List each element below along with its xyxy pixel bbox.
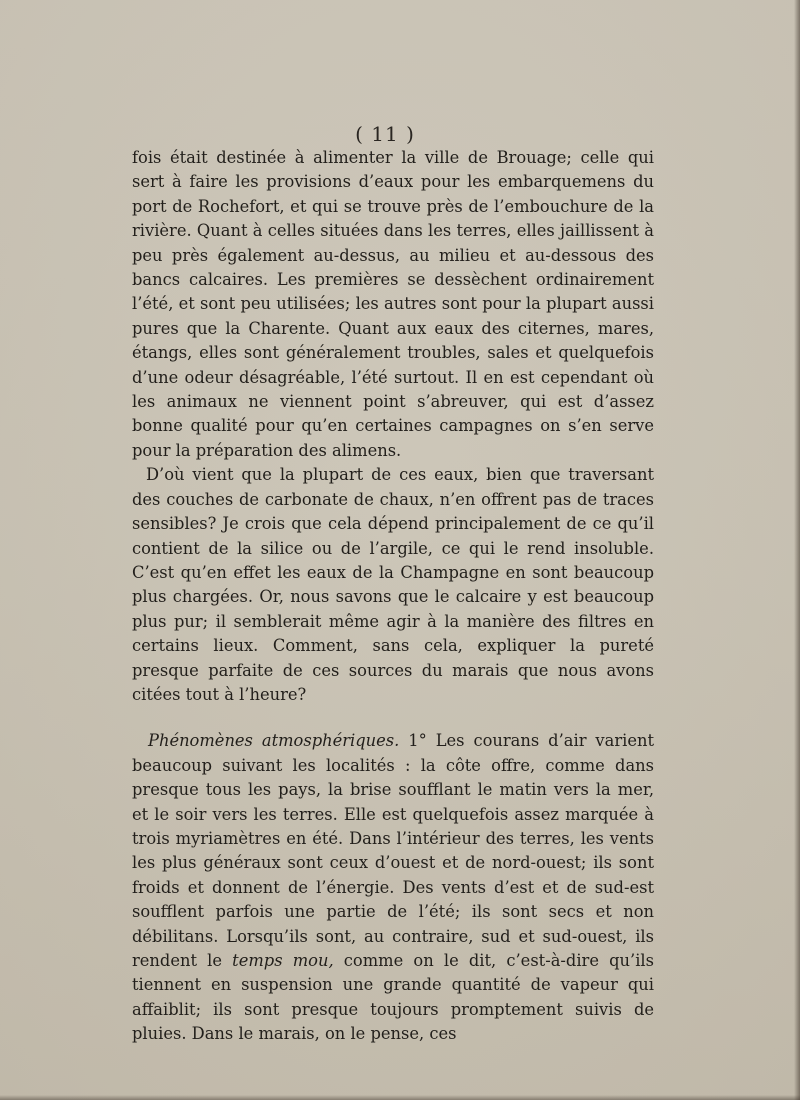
- paragraph-3-text-part-2: comme on le dit, c’est-à-dire qu’ils tiennent en suspension une grande quantité de vapeur qui affaiblit; ils sont presque toujours promptement suivis de pluies. Dans le marais, on le pense, ces: [132, 951, 654, 1044]
- page-number: ( 11 ): [355, 122, 415, 146]
- paragraph-1: fois était destinée à alimenter la ville de Brouage; celle qui sert à faire les provisions d’eaux pour les embarquemens du port de Rochefort, et qui se trouve près de l’embouchure de la rivière. Quant à celles situées dans les terres, elles jaillissent à peu près également au-dessus, au milieu et au-dessous des bancs calcaires. Les premières se dessèchent ordinairement l’été, et sont peu utilisées; les autres sont pour la plupart aussi pures que la Charente. Quant aux eaux des citernes, mares, étangs, elles sont généralement troubles, sales et quelquefois d’une odeur désagréable, l’été surtout. Il en est cependant où les animaux ne viennent point s’abreuver, qui est d’assez bonne qualité pour qu’en certaines campagnes on s’en serve pour la préparation des alimens.: [132, 148, 654, 460]
- body-text: [132, 146, 654, 1047]
- page-edge-shadow-bottom: [0, 1095, 800, 1100]
- page-edge-shadow-right: [794, 0, 800, 1100]
- paragraph-3: [132, 729, 654, 1046]
- paragraph-3-italic-phrase: temps mou,: [232, 951, 334, 970]
- section-heading: Phénomènes atmosphériques.: [148, 731, 400, 751]
- paragraph-3-text-part-1: 1° Les courans d’air varient beaucoup suivant les localités : la côte offre, comme dans presque tous les pays, la brise soufflant le matin vers la mer, et le soir vers les terres. Elle est quelquefois assez marquée à trois myriamètres en été. Dans l’intérieur des terres, les vents les plus généraux sont ceux d’ouest et de nord-ouest; ils sont froids et donnent de l’énergie. Des vents d’est et de sud-est soufflent parfois une partie de l’été; ils sont secs et non débilitans. Lorsqu’ils sont, au contraire, sud et sud-ouest, ils rendent le: [132, 731, 654, 970]
- paragraph-2: D’où vient que la plupart de ces eaux, bien que traversant des couches de carbonate de chaux, n’en offrent pas de traces sensibles? Je crois que cela dépend principalement de ce qu’il contient de la silice ou de l’argile, ce qui le rend insoluble. C’est qu’en effet les eaux de la Champagne en sont beaucoup plus chargées. Or, nous savons que le calcaire y est beaucoup plus pur; il semblerait même agir à la manière des filtres en certains lieux. Comment, sans cela, expliquer la pureté presque parfaite de ces sources du marais que nous avons citées tout à l’heure?: [132, 465, 654, 704]
